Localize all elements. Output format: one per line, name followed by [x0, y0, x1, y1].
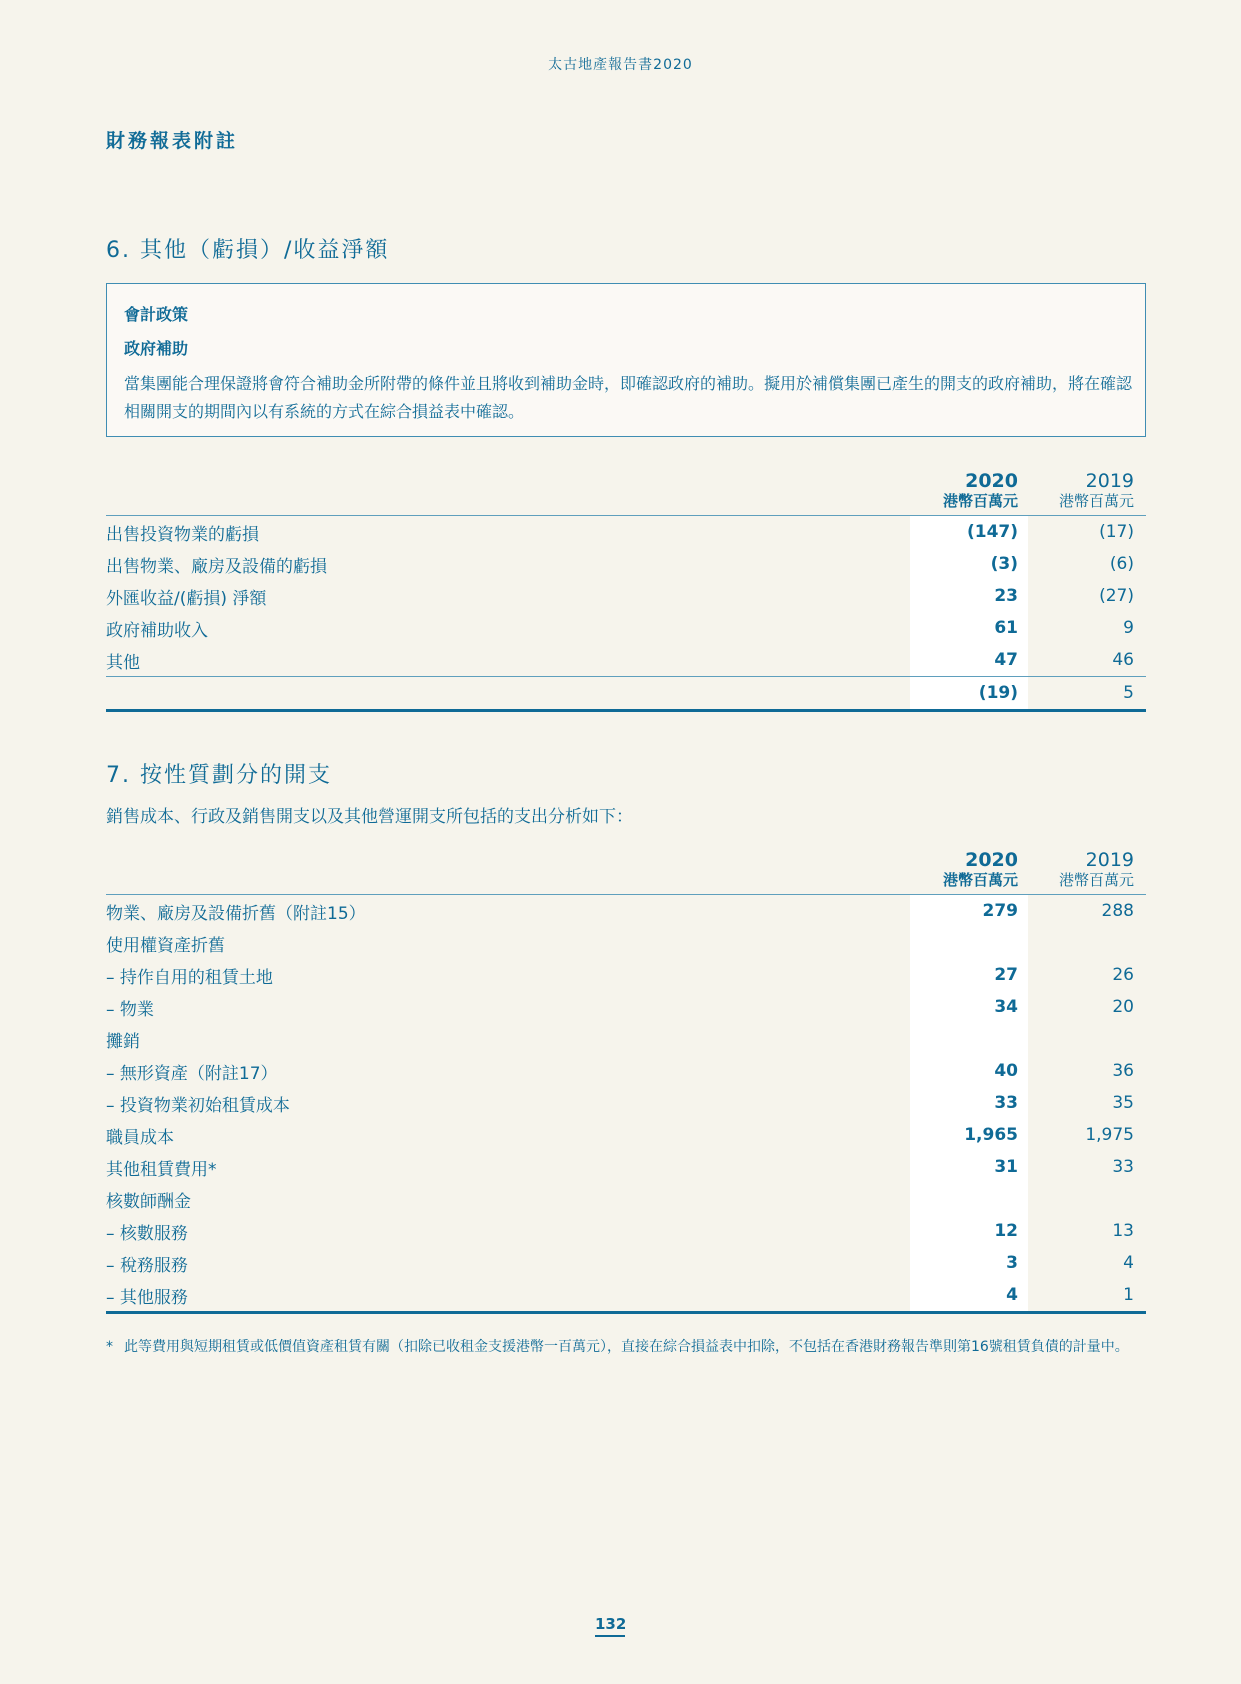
table-row: 使用權資產折舊: [106, 927, 1146, 959]
policy-subtitle: 政府補助: [124, 339, 189, 358]
table-row: 其他租賃費用* 31 33: [106, 1151, 1146, 1183]
note7-title: 7. 按性質劃分的開支: [106, 763, 332, 788]
col-2020-header: 2020 港幣百萬元: [910, 839, 1028, 895]
total-row: (19) 5: [106, 677, 1146, 711]
footnote-text: 此等費用與短期租賃或低價值資產租賃有關（扣除已收租金支援港幣一百萬元），直接在綜合損益表中扣除，不包括在香港財務報告準則第16號租賃負債的計量中。: [124, 1339, 1129, 1355]
table-row: 出售物業、廠房及設備的虧損 (3) (6): [106, 548, 1146, 580]
note6-table: [106, 460, 1146, 712]
table-row: – 無形資產（附註17） 40 36: [106, 1055, 1146, 1087]
table-row: 外匯收益/(虧損) 淨額 23 (27): [106, 580, 1146, 612]
policy-title: 會計政策: [124, 305, 189, 324]
table-row: 物業、廠房及設備折舊（附註15） 279 288: [106, 895, 1146, 928]
table-row: – 其他服務 4 1: [106, 1279, 1146, 1313]
table-header: [106, 460, 1146, 516]
col-2019-header: 2019 港幣百萬元: [1028, 839, 1146, 895]
note7-table: [106, 839, 1146, 1314]
footnote: [106, 1334, 1146, 1360]
col-2020-header: 2020 港幣百萬元: [910, 460, 1028, 516]
accounting-policy-box: [106, 283, 1146, 437]
table-row: 攤銷: [106, 1023, 1146, 1055]
footnote-marker: *: [106, 1339, 113, 1355]
table-row: 其他 47 46: [106, 644, 1146, 677]
table-row: – 物業 34 20: [106, 991, 1146, 1023]
page-number: 132: [595, 1615, 625, 1637]
table-row: – 持作自用的租賃土地 27 26: [106, 959, 1146, 991]
policy-text: 當集團能合理保證將會符合補助金所附帶的條件並且將收到補助金時，即確認政府的補助。擬用於補償集團已產生的開支的政府補助，將在確認相關開支的期間內以有系統的方式在綜合損益表中確認。: [124, 374, 1133, 421]
table-row: 職員成本 1,965 1,975: [106, 1119, 1146, 1151]
table-row: – 投資物業初始租賃成本 33 35: [106, 1087, 1146, 1119]
table-row: 核數師酬金: [106, 1183, 1146, 1215]
table-row: 出售投資物業的虧損 (147) (17): [106, 516, 1146, 549]
table-header: [106, 839, 1146, 895]
table-row: 政府補助收入 61 9: [106, 612, 1146, 644]
table-row: – 稅務服務 3 4: [106, 1247, 1146, 1279]
note7-intro: 銷售成本、行政及銷售開支以及其他營運開支所包括的支出分析如下：: [106, 807, 633, 827]
section-title: 財務報表附註: [106, 130, 239, 152]
table-row: – 核數服務 12 13: [106, 1215, 1146, 1247]
note6-title: 6. 其他（虧損）/收益淨額: [106, 238, 390, 263]
report-header: 太古地產報告書2020: [548, 57, 693, 73]
col-2019-header: 2019 港幣百萬元: [1028, 460, 1146, 516]
